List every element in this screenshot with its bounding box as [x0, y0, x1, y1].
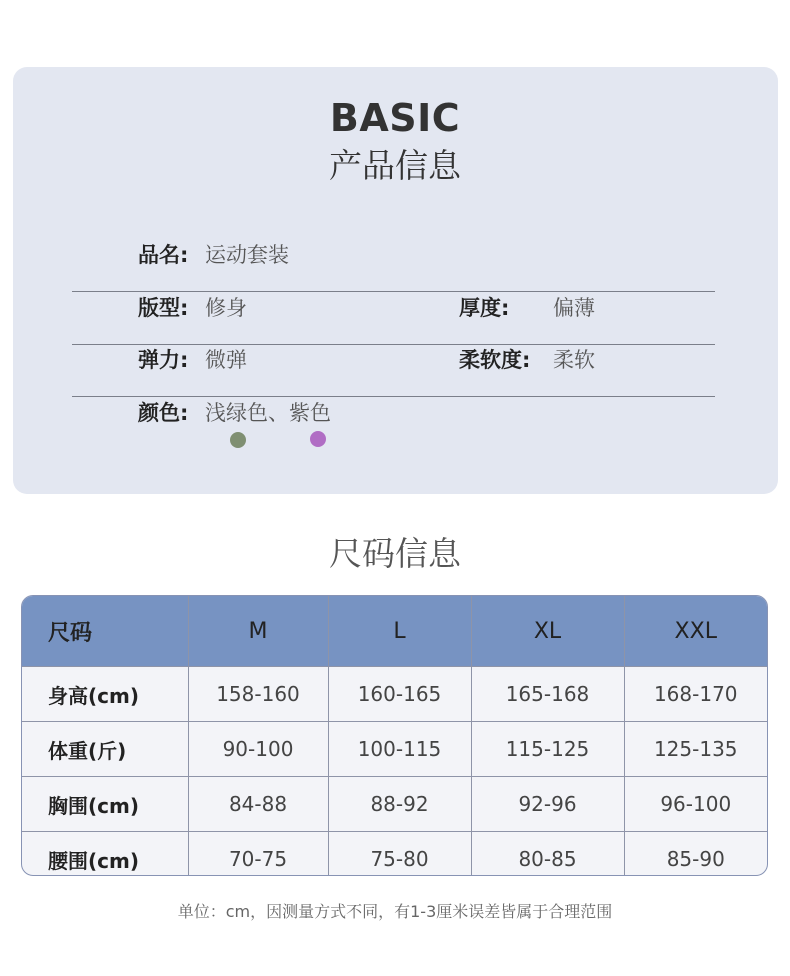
table-cell: 84-88 [188, 777, 328, 832]
brand-title: BASIC [329, 96, 461, 140]
name-value: 运动套装 [205, 243, 289, 267]
name-label: 品名: [138, 243, 189, 267]
softness-value: 柔软 [553, 348, 595, 372]
table-cell: 125-135 [624, 722, 767, 777]
table-cell: 92-96 [471, 777, 624, 832]
row-label-weight: 体重(斤) [22, 722, 188, 777]
measurement-note: 单位：cm，因测量方式不同，有1-3厘米误差皆属于合理范围 [177, 902, 613, 921]
table-cell: 96-100 [624, 777, 767, 832]
light-green-swatch [230, 432, 246, 448]
header-xl: XL [471, 596, 624, 667]
info-row-elastic [72, 344, 715, 397]
thickness-label: 厚度: [459, 296, 510, 320]
table-row [22, 777, 767, 832]
table-cell: 80-85 [471, 832, 624, 877]
header-m: M [188, 596, 328, 667]
table-row [22, 667, 767, 722]
table-row [22, 722, 767, 777]
elastic-label: 弹力: [138, 348, 189, 372]
table-cell: 70-75 [188, 832, 328, 877]
row-label-height: 身高(cm) [22, 667, 188, 722]
table-cell: 160-165 [328, 667, 471, 722]
table-cell: 168-170 [624, 667, 767, 722]
softness-label: 柔软度: [459, 348, 531, 372]
header-xxl: XXL [624, 596, 767, 667]
purple-swatch [310, 431, 326, 447]
product-info-title: 产品信息 [329, 146, 461, 185]
color-label: 颜色: [138, 401, 189, 425]
elastic-value: 微弹 [205, 348, 247, 372]
table-cell: 100-115 [328, 722, 471, 777]
size-table [21, 595, 768, 876]
size-table-header [22, 596, 767, 667]
table-cell: 85-90 [624, 832, 767, 877]
info-row-fit [72, 292, 715, 345]
table-cell: 90-100 [188, 722, 328, 777]
header-l: L [328, 596, 471, 667]
info-row-color [72, 397, 715, 449]
table-cell: 115-125 [471, 722, 624, 777]
thickness-value: 偏薄 [553, 296, 595, 320]
size-info-title: 尺码信息 [329, 534, 461, 573]
info-row-name [72, 239, 715, 292]
table-cell: 88-92 [328, 777, 471, 832]
header-size: 尺码 [22, 596, 188, 667]
row-label-waist: 腰围(cm) [22, 832, 188, 877]
table-row [22, 832, 767, 877]
fit-value: 修身 [205, 296, 247, 320]
color-value: 浅绿色、紫色 [205, 401, 331, 425]
table-cell: 158-160 [188, 667, 328, 722]
table-cell: 75-80 [328, 832, 471, 877]
row-label-chest: 胸围(cm) [22, 777, 188, 832]
fit-label: 版型: [138, 296, 189, 320]
table-cell: 165-168 [471, 667, 624, 722]
